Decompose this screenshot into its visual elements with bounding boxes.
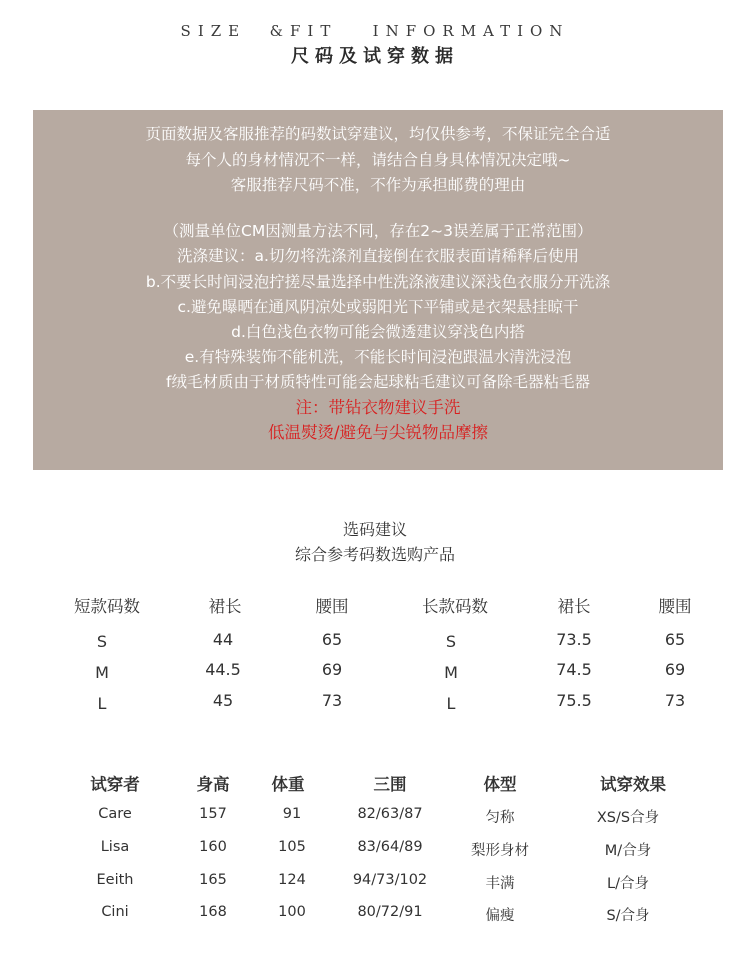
tester-height: 168 xyxy=(199,904,227,920)
notice-panel xyxy=(33,110,723,470)
tester-name: Care xyxy=(98,806,132,822)
notice-line-7: c.避免曝晒在通风阴凉处或弱阳光下平铺或是衣架悬挂晾干 xyxy=(177,298,579,316)
warning-line-1: 注：带钻衣物建议手洗 xyxy=(295,398,461,417)
short-length-cell: 44 xyxy=(212,630,234,649)
long-waist-cell: 73 xyxy=(664,691,686,710)
tester-fit-result: S/合身 xyxy=(606,908,650,924)
long-length-cell: 75.5 xyxy=(556,691,592,710)
short-size-header: 短款码数 xyxy=(74,597,140,616)
tester-fit-result: XS/S合身 xyxy=(596,810,660,826)
warning-line-2: 低温熨烫/避免与尖锐物品摩擦 xyxy=(267,423,489,442)
notice-line-5: 洗涤建议：a.切勿将洗涤剂直接倒在衣服表面请稀释后使用 xyxy=(177,247,579,265)
notice-line-1: 页面数据及客服推荐的码数试穿建议，均仅供参考，不保证完全合适 xyxy=(145,125,611,143)
short-waist-cell: 69 xyxy=(321,660,343,679)
short-waist-cell: 73 xyxy=(321,691,343,710)
tester-body-type: 丰满 xyxy=(485,876,515,892)
notice-line-6: b.不要长时间浸泡拧搓尽量选择中性洗涤液建议深浅色衣服分开洗涤 xyxy=(145,273,611,291)
long-size-cell: L xyxy=(446,694,456,713)
long-length-cell: 73.5 xyxy=(556,630,592,649)
notice-line-4: （测量单位CM因测量方法不同，存在2~3误差属于正常范围） xyxy=(163,222,593,240)
measurements-header: 三围 xyxy=(373,775,407,794)
tester-measurements: 94/73/102 xyxy=(352,872,428,888)
body-type-header: 体型 xyxy=(483,775,517,794)
title-chinese: 尺码及试穿数据 xyxy=(291,46,459,67)
height-header: 身高 xyxy=(196,775,230,794)
size-advice-title: 选码建议 xyxy=(342,520,407,539)
size-advice-subtitle: 综合参考码数选购产品 xyxy=(294,545,455,564)
short-size-cell: L xyxy=(97,694,107,713)
tester-weight: 91 xyxy=(282,806,302,822)
tester-fit-result: L/合身 xyxy=(607,876,649,892)
long-length-header: 裙长 xyxy=(557,597,591,616)
notice-line-3: 客服推荐尺码不准，不作为承担邮费的理由 xyxy=(230,176,526,194)
tester-measurements: 82/63/87 xyxy=(357,806,423,822)
notice-line-2: 每个人的身材情况不一样，请结合自身具体情况决定哦~ xyxy=(185,151,571,169)
short-size-cell: M xyxy=(95,663,109,682)
short-length-header: 裙长 xyxy=(208,597,242,616)
tester-fit-result: M/合身 xyxy=(604,843,652,859)
long-waist-cell: 65 xyxy=(664,630,686,649)
title-english: SIZE &FIT INFORMATION xyxy=(180,22,570,40)
notice-line-10: f绒毛材质由于材质特性可能会起球粘毛建议可备除毛器粘毛器 xyxy=(166,373,590,391)
notice-line-9: e.有特殊装饰不能机洗，不能长时间浸泡跟温水清洗浸泡 xyxy=(184,348,572,366)
tester-weight: 124 xyxy=(278,872,306,888)
tester-header: 试穿者 xyxy=(90,775,140,794)
long-size-header: 长款码数 xyxy=(422,597,488,616)
tester-measurements: 80/72/91 xyxy=(357,904,423,920)
fit-result-header: 试穿效果 xyxy=(600,775,666,794)
tester-name: Eeith xyxy=(96,872,134,888)
tester-height: 157 xyxy=(199,806,227,822)
long-size-cell: M xyxy=(444,663,458,682)
tester-name: Lisa xyxy=(100,839,130,855)
tester-measurements: 83/64/89 xyxy=(357,839,423,855)
tester-body-type: 匀称 xyxy=(485,810,515,826)
short-waist-header: 腰围 xyxy=(315,597,349,616)
notice-line-8: d.白色浅色衣物可能会微透建议穿浅色内搭 xyxy=(231,323,525,341)
tester-weight: 100 xyxy=(278,904,306,920)
long-length-cell: 74.5 xyxy=(556,660,592,679)
tester-weight: 105 xyxy=(278,839,306,855)
tester-height: 160 xyxy=(199,839,227,855)
tester-body-type: 偏瘦 xyxy=(485,908,515,924)
tester-name: Cini xyxy=(101,904,129,920)
long-waist-header: 腰围 xyxy=(658,597,692,616)
long-size-cell: S xyxy=(445,632,457,651)
short-waist-cell: 65 xyxy=(321,630,343,649)
long-waist-cell: 69 xyxy=(664,660,686,679)
weight-header: 体重 xyxy=(271,775,305,794)
short-length-cell: 44.5 xyxy=(205,660,241,679)
short-size-cell: S xyxy=(96,632,108,651)
tester-body-type: 梨形身材 xyxy=(471,843,529,859)
tester-height: 165 xyxy=(199,872,227,888)
short-length-cell: 45 xyxy=(212,691,234,710)
